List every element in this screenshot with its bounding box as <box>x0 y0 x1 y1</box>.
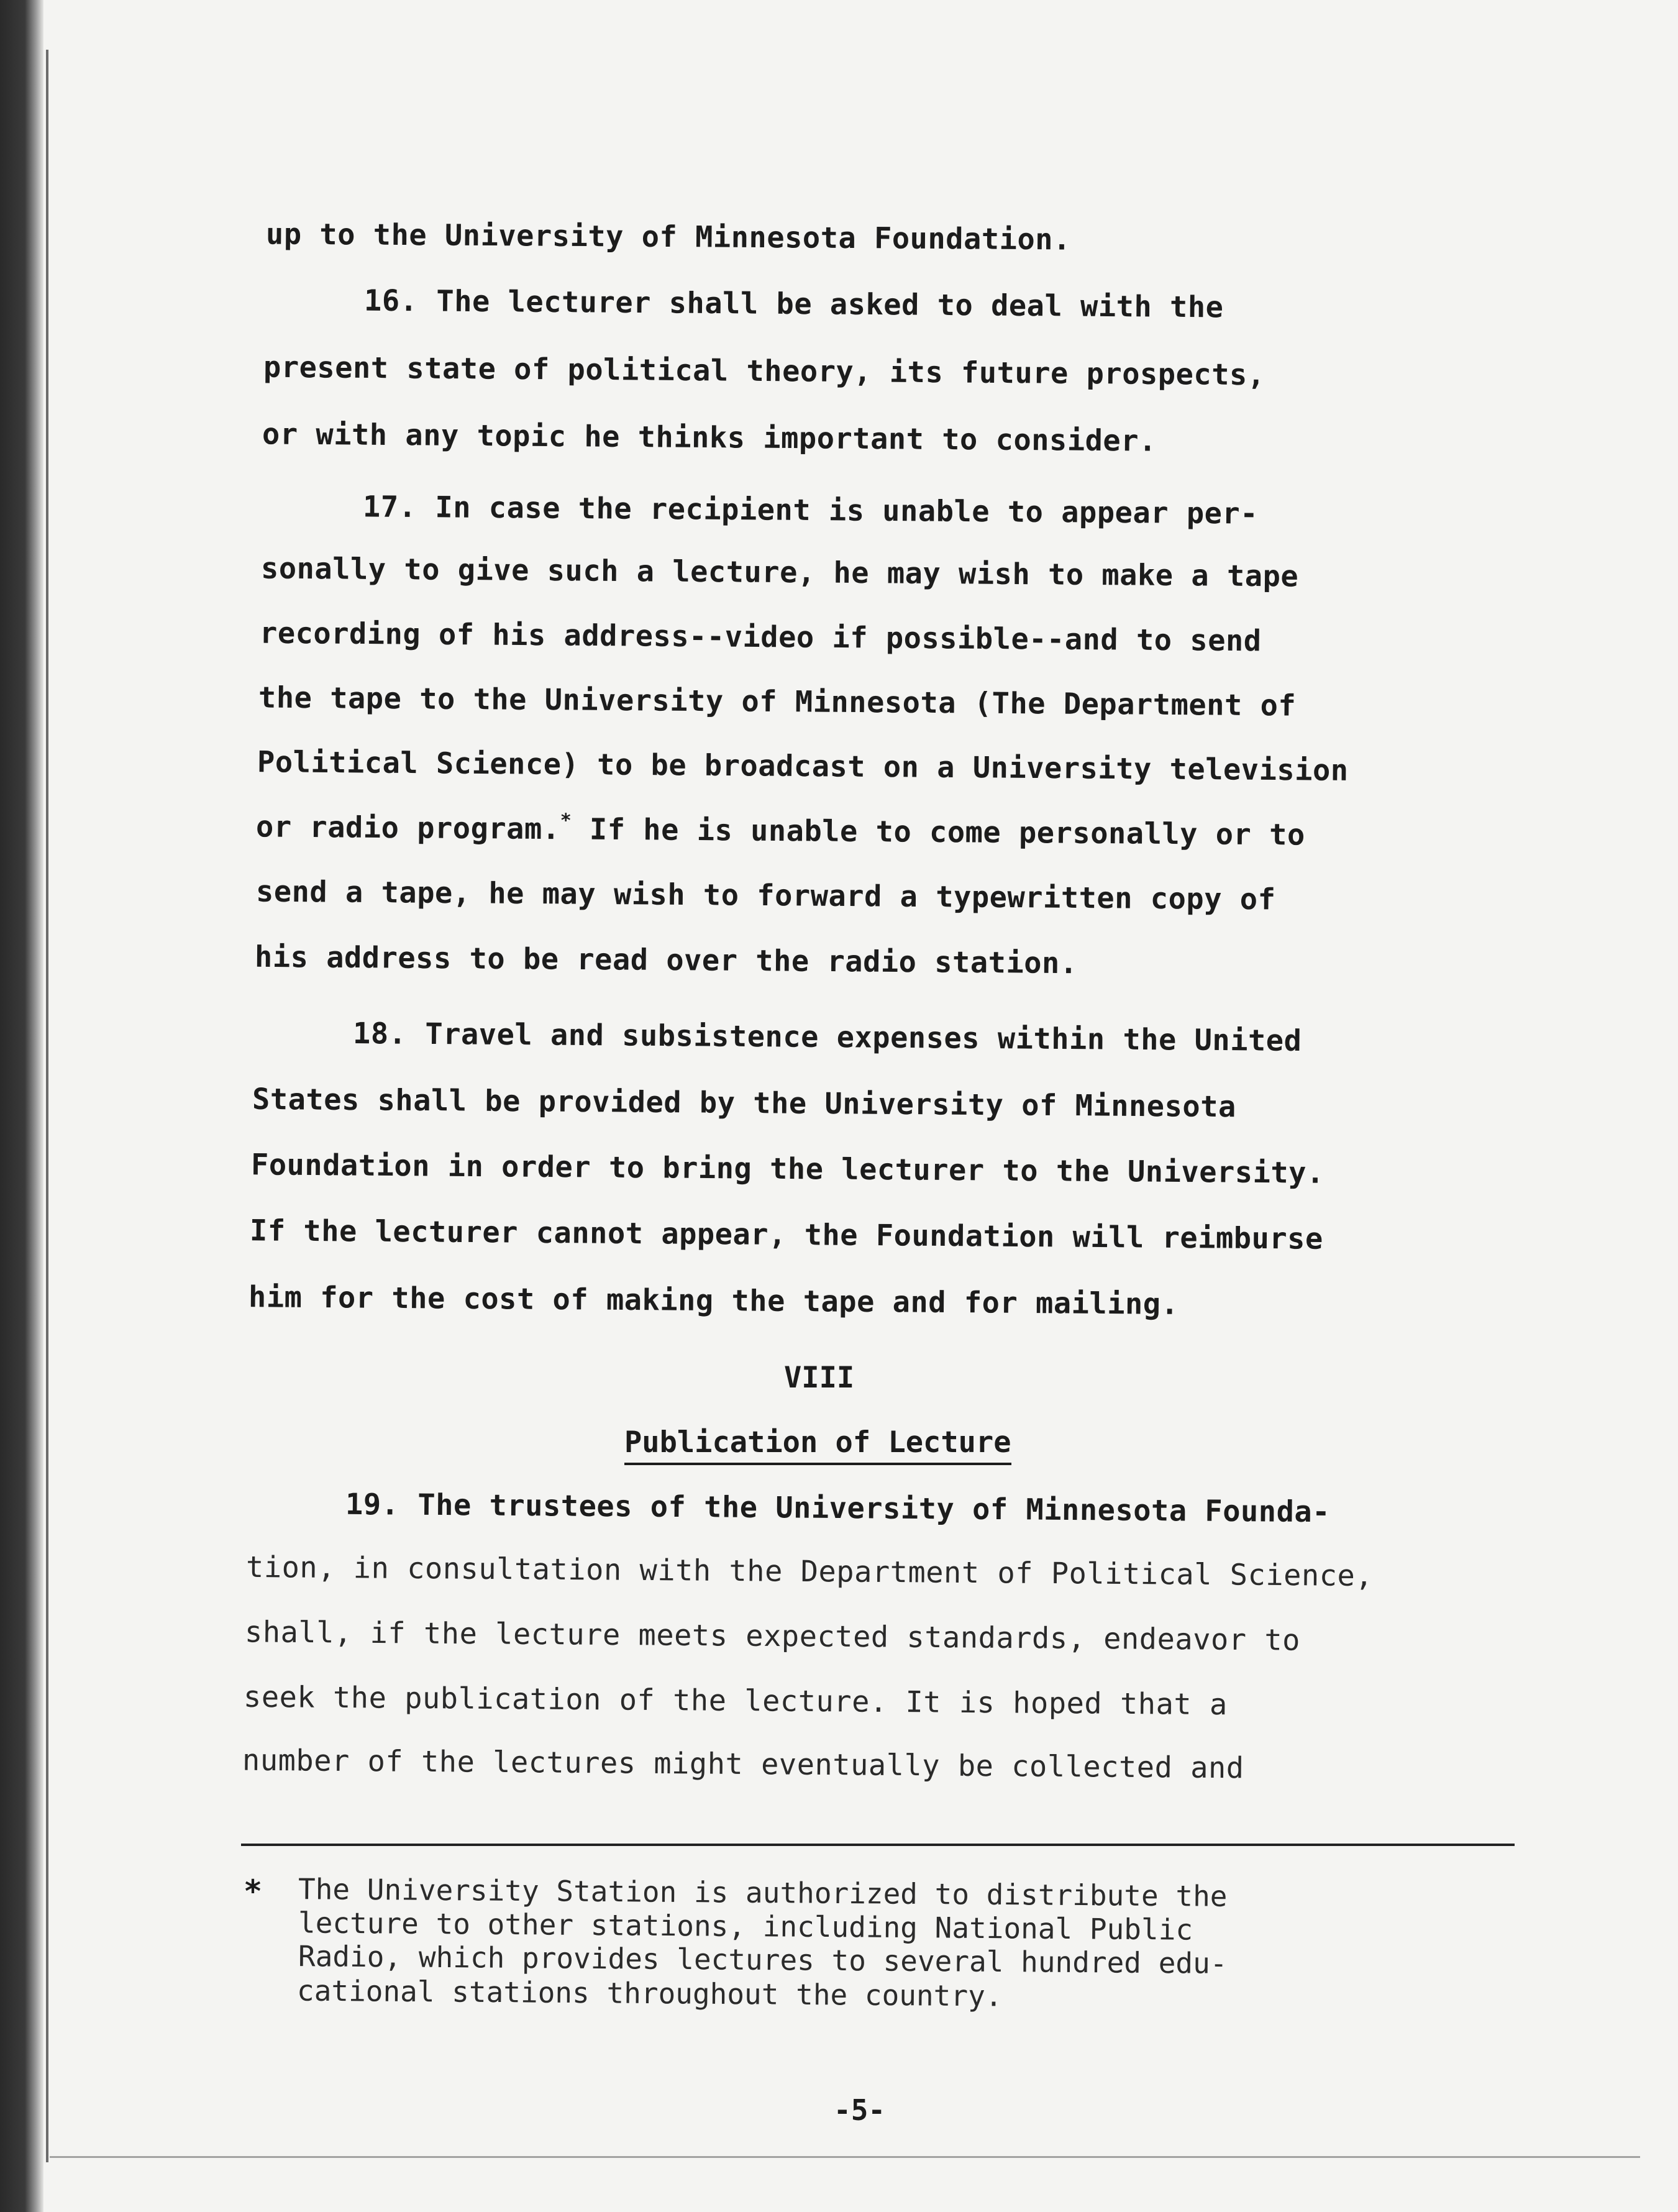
line-text: seek the publication of the lecture. It is hoped that a <box>243 1680 1228 1722</box>
line-text-continued: If he is unable to come personally or to <box>571 812 1305 852</box>
text-line <box>262 416 1157 460</box>
footnote-line: Radio, which provides lectures to several hundred edu- <box>298 1939 1228 1980</box>
line-text: Foundation in order to bring the lecturer to the University. <box>250 1148 1325 1191</box>
line-text: States shall be provided by the University of Minnesota <box>252 1082 1237 1125</box>
paragraph-number: 19. <box>345 1487 399 1522</box>
text-line <box>257 744 1349 790</box>
paragraph-number: 17. <box>362 490 417 525</box>
line-text: The lecturer shall be asked to deal with the <box>436 284 1224 325</box>
text-line <box>242 1742 1244 1788</box>
line-text: In case the recipient is unable to appear per- <box>435 490 1259 531</box>
line-text: the tape to the University of Minnesota (The Department of <box>258 680 1297 723</box>
text-line <box>251 1146 1325 1192</box>
text-line <box>246 1549 1374 1595</box>
line-text: send a tape, he may wish to forward a typewritten copy of <box>255 874 1276 917</box>
text-line <box>363 488 1258 532</box>
text-line <box>266 216 1071 258</box>
footnote-marker: * <box>560 810 572 832</box>
text-line <box>263 349 1265 395</box>
line-text: recording of his address--video if possible--and to send <box>259 616 1262 659</box>
text-line <box>255 939 1078 982</box>
line-text: shall, if the lecture meets expected standards, endeavor to <box>244 1615 1301 1658</box>
footnote-line: lecture to other stations, including National Public <box>298 1906 1193 1947</box>
line-text: Political Science) to be broadcast on a University television <box>257 745 1349 788</box>
text-line <box>258 679 1297 724</box>
line-text: sonally to give such a lecture, he may wish to make a tape <box>260 551 1299 594</box>
line-text: him for the cost of making the tape and for mailing. <box>248 1280 1179 1322</box>
text-line <box>252 1081 1236 1126</box>
text-line <box>261 550 1299 595</box>
text-line <box>250 1212 1323 1258</box>
line-text: present state of political theory, its future prospects, <box>263 350 1265 393</box>
footnote-marker: * <box>244 1873 263 1909</box>
footnote-line: cational stations throughout the country. <box>296 1973 1003 2013</box>
line-text: The trustees of the University of Minnesota Founda- <box>417 1488 1331 1530</box>
page-number: -5- <box>834 2093 886 2127</box>
line-text: or radio program. <box>255 810 560 847</box>
text-line <box>244 1679 1228 1724</box>
line-text: If the lecturer cannot appear, the Foundation will reimburse <box>249 1213 1323 1256</box>
text-line <box>245 1614 1300 1659</box>
text-line <box>249 1279 1179 1323</box>
text-line <box>260 615 1262 660</box>
footnote-line: The University Station is authorized to distribute the <box>298 1872 1228 1913</box>
text-line <box>353 1015 1302 1060</box>
line-text: or with any topic he thinks important to consider. <box>262 417 1157 459</box>
text-line <box>256 808 1305 854</box>
footnote-divider <box>241 1844 1515 1846</box>
line-text: tion, in consultation with the Department of Political Science, <box>245 1550 1374 1594</box>
paragraph-number: 18. <box>352 1017 407 1051</box>
text-line <box>345 1486 1330 1531</box>
section-title: Publication of Lecture <box>624 1424 1011 1465</box>
line-text: up to the University of Minnesota Foundation. <box>265 217 1072 257</box>
text-line <box>364 283 1224 327</box>
line-text: Travel and subsistence expenses within the United <box>425 1017 1302 1058</box>
section-number: VIII <box>784 1361 855 1395</box>
text-line <box>256 874 1276 919</box>
paragraph-number: 16. <box>363 283 418 319</box>
line-text: his address to be read over the radio station. <box>254 939 1078 981</box>
line-text: number of the lectures might eventually be collected and <box>242 1743 1244 1786</box>
